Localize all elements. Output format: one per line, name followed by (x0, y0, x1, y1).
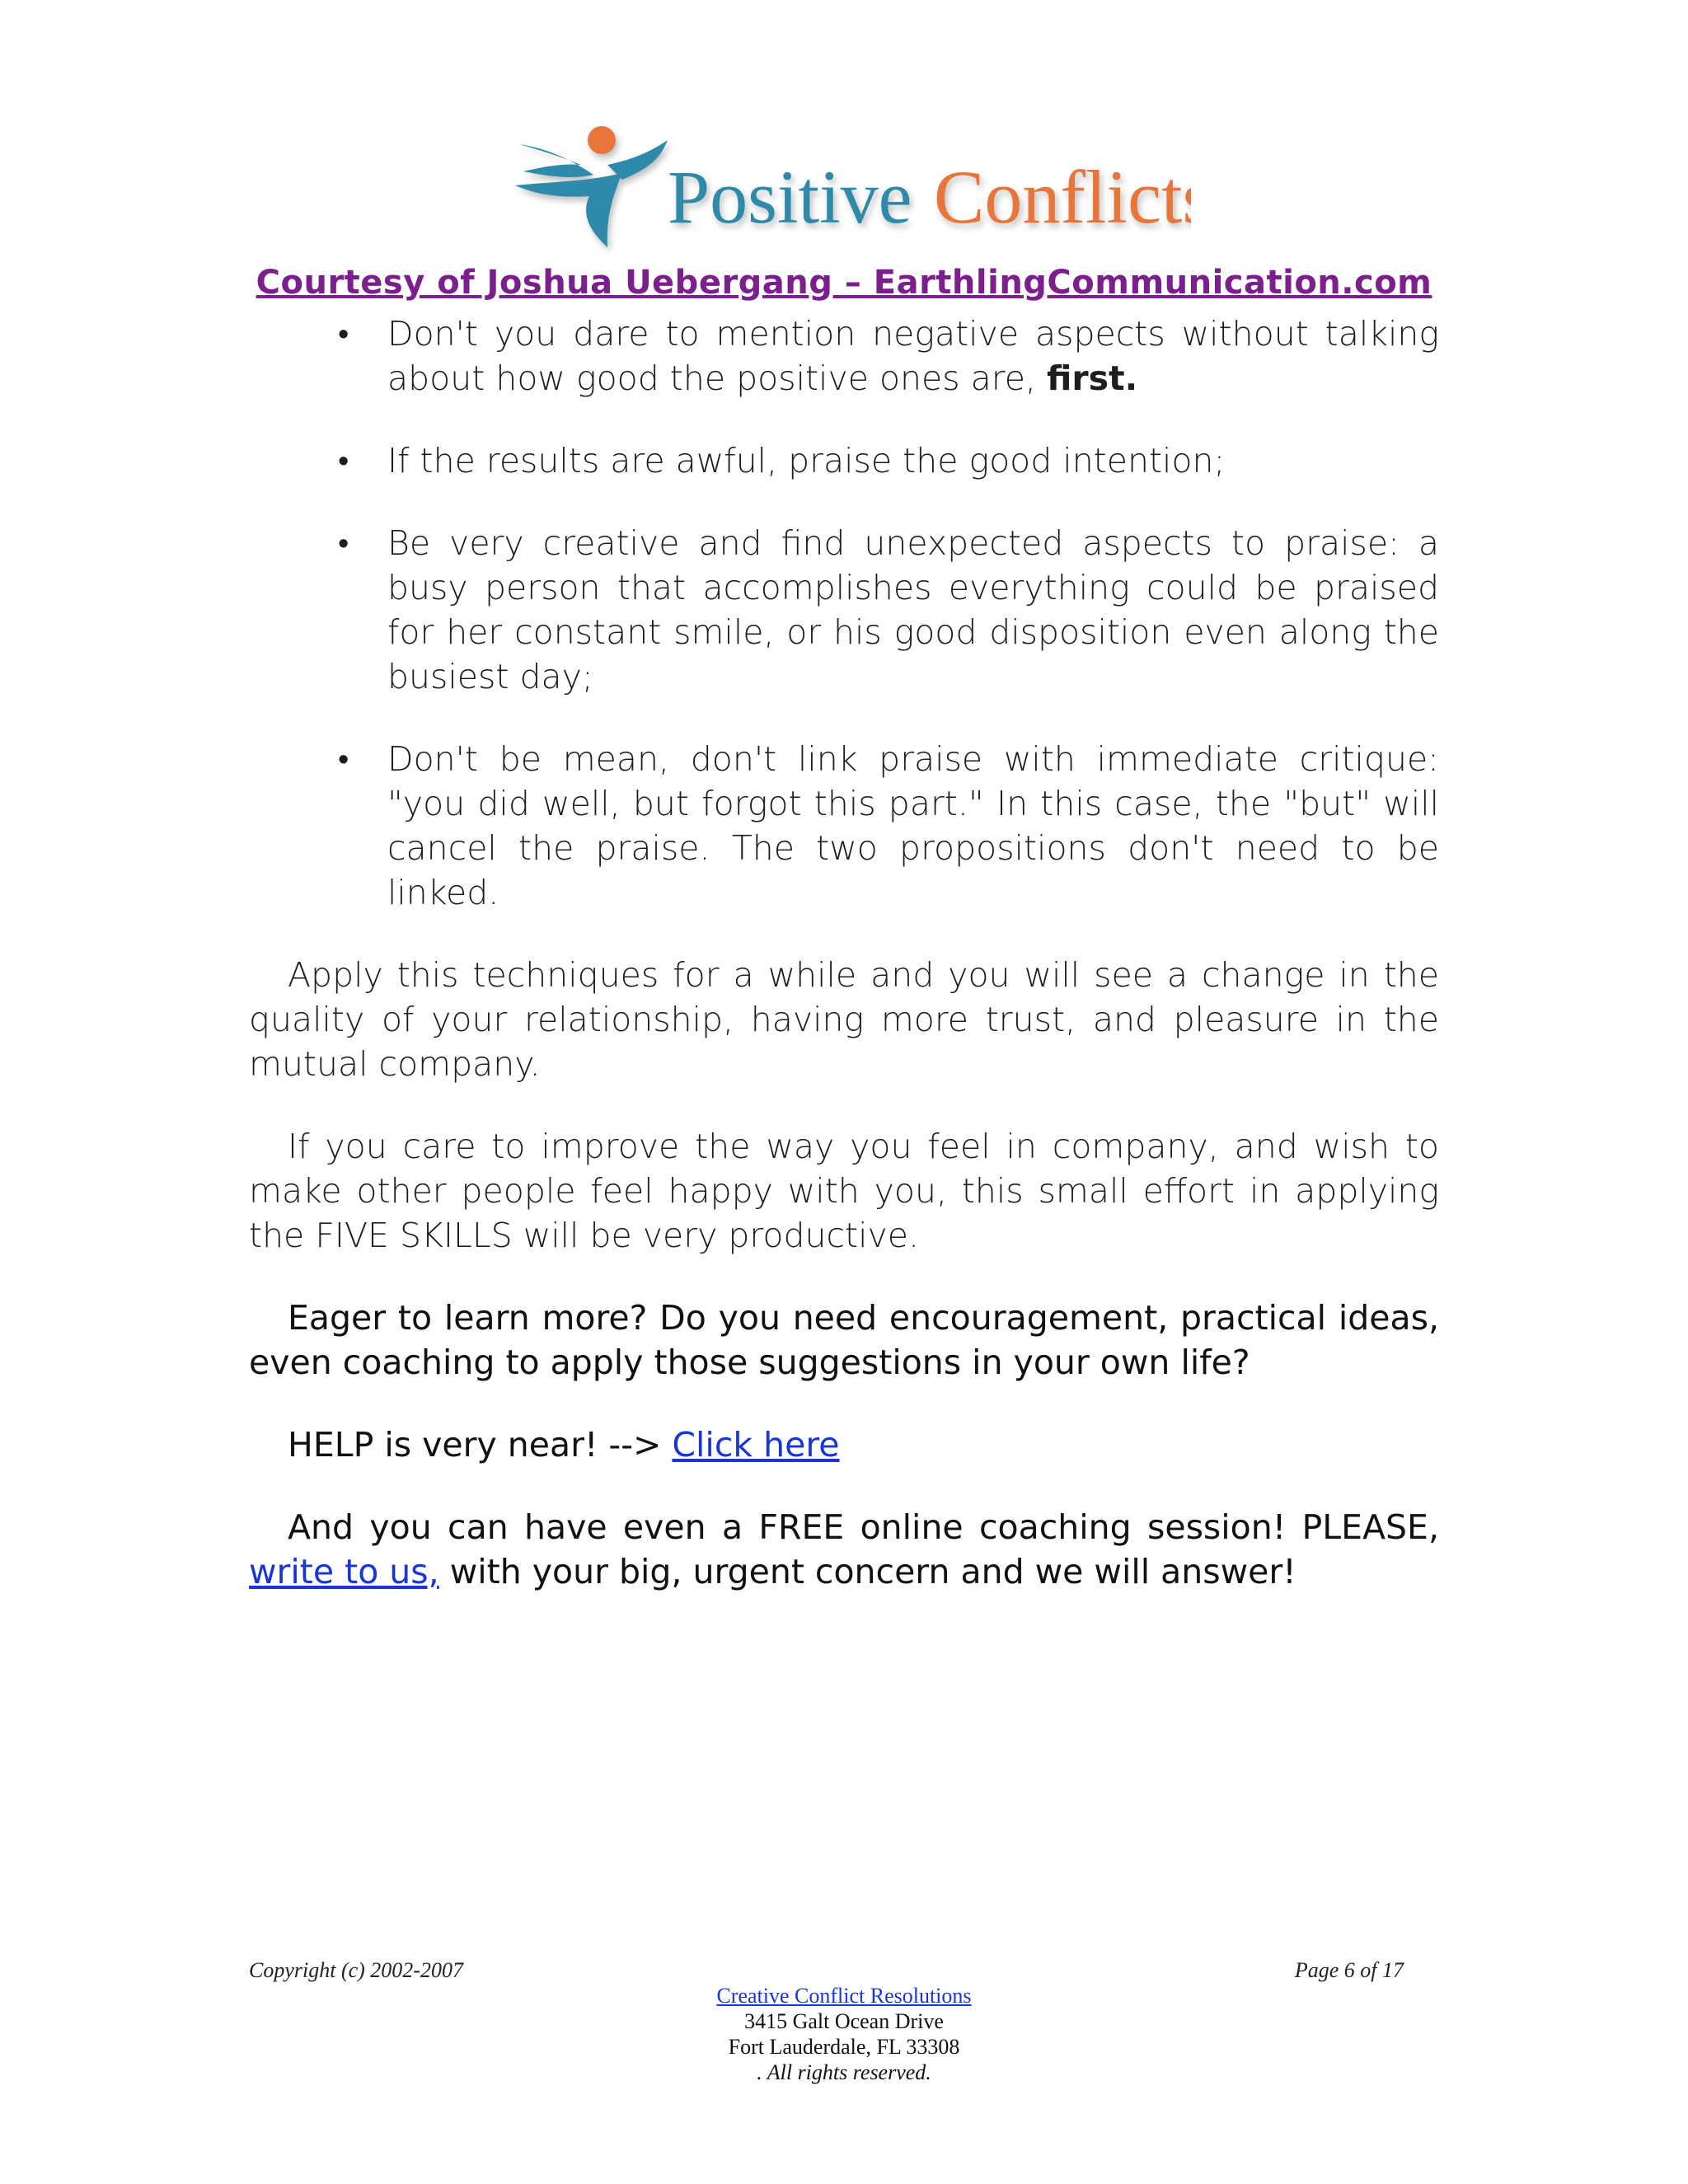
logo-text-conflicts: Conflicts (934, 155, 1191, 239)
organization-link[interactable]: Creative Conflict Resolutions (716, 1984, 972, 2008)
bullet-icon: • (338, 316, 349, 352)
tips-list (249, 312, 1439, 915)
logo-text-positive: Positive (668, 155, 912, 239)
page-number: Page 6 of 17 (1294, 1958, 1404, 1982)
copyright-text: Copyright (c) 2002-2007 (249, 1958, 463, 1982)
address-line-1: 3415 Galt Ocean Drive (744, 2009, 944, 2033)
list-item (249, 737, 1439, 915)
emphasis-text: first. (1047, 359, 1138, 398)
paragraph-improve: If you care to improve the way you feel in company, and wish to make other people feel happy with you, this small effort in applying the FIVE SKILLS will be very productive. (249, 1127, 1439, 1255)
bullet-icon: • (338, 741, 349, 777)
article-body (249, 312, 1439, 1632)
list-item (249, 312, 1439, 401)
rights-text: . All rights reserved. (757, 2060, 931, 2084)
click-here-link[interactable]: Click here (672, 1425, 840, 1465)
write-to-us-link[interactable]: write to us, (249, 1552, 439, 1591)
paragraph-help (249, 1422, 1439, 1467)
paragraph-eager: Eager to learn more? Do you need encouragement, practical ideas, even coaching to apply those suggestions in your own life? (249, 1298, 1439, 1382)
list-item (249, 521, 1439, 699)
free-session-rest: with your big, urgent concern and we will answer! (438, 1552, 1296, 1591)
list-item-text: If the results are awful, praise the good intention; (387, 441, 1226, 480)
paragraph-free-session (249, 1505, 1439, 1594)
list-item-text: Don't be mean, don't link praise with immediate critique: "you did well, but forgot this part." In this case, the "but" will cancel the praise. The two propositions don't need to be linked. (387, 739, 1439, 912)
paragraph-apply: Apply this techniques for a while and you will see a change in the quality of your relationship, having more trust, and pleasure in the mutual company. (249, 955, 1439, 1084)
list-item-text: Don't you dare to mention negative aspects without talking about how good the positive ones are, (387, 314, 1439, 398)
address-line-2: Fort Lauderdale, FL 33308 (728, 2035, 960, 2059)
free-session-text: And you can have even a FREE online coaching session! PLEASE, (288, 1507, 1439, 1547)
courtesy-link[interactable]: Courtesy of Joshua Uebergang – EarthlingCommunication.com (256, 264, 1432, 302)
list-item-text: Be very creative and find unexpected aspects to praise: a busy person that accomplishes everything could be praised for her constant smile, or his good disposition even along the busiest day; (387, 523, 1439, 696)
footer-address (0, 1983, 1688, 2085)
bullet-icon: • (338, 525, 349, 561)
help-text: HELP is very near! --> (288, 1425, 673, 1465)
bullet-icon: • (338, 443, 349, 479)
list-item (249, 438, 1439, 483)
positive-conflicts-logo (515, 115, 1191, 264)
